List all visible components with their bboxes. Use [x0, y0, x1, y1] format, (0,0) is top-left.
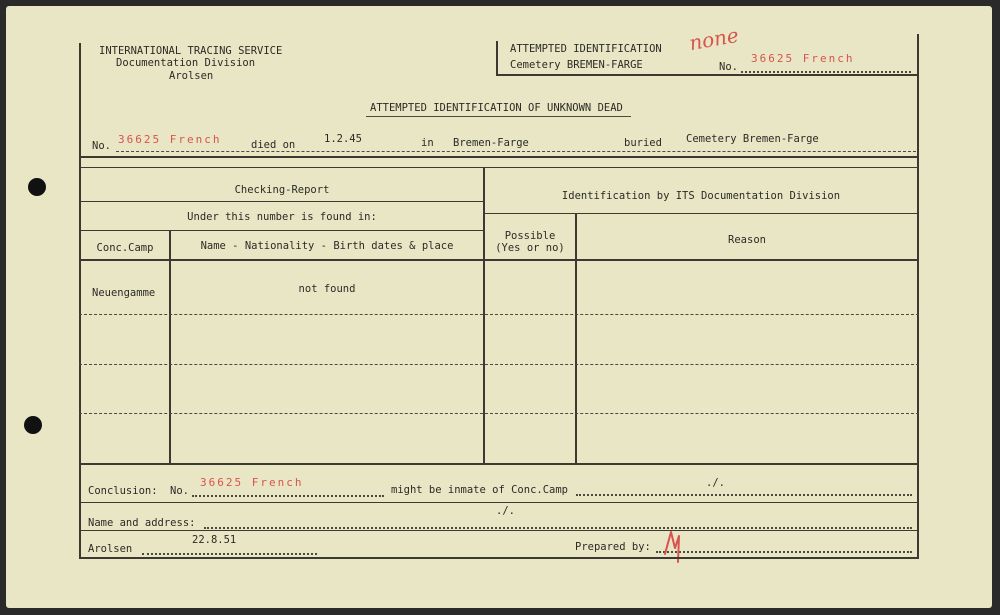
header-no-value: 36625 French — [751, 52, 855, 65]
name-address-dotline — [204, 527, 912, 529]
org-line2: Documentation Division — [116, 57, 256, 69]
checking-subtitle-line — [79, 230, 483, 231]
record-in-label: in — [421, 137, 434, 149]
org-line1: INTERNATIONAL TRACING SERVICE — [99, 45, 283, 57]
conclusion-camp-dotline — [576, 494, 912, 496]
punch-hole-bottom — [24, 416, 42, 434]
name-address-label: Name and address: — [88, 517, 196, 529]
record-no-value: 36625 French — [118, 133, 222, 146]
conclusion-label: Conclusion: — [88, 485, 158, 497]
row1-result: not found — [298, 283, 356, 295]
record-dashline — [116, 151, 916, 152]
identification-title-line — [483, 213, 917, 214]
main-title-underline — [366, 116, 631, 117]
prepared-by-dotline — [656, 551, 912, 553]
table-row-line-1 — [79, 314, 919, 315]
identification-col1-line1: Possible — [504, 230, 556, 242]
main-title: ATTEMPTED IDENTIFICATION OF UNKNOWN DEAD — [370, 102, 623, 114]
footer-date: 22.8.51 — [192, 534, 237, 546]
identification-col2-header: Reason — [728, 234, 766, 246]
cemetery-header: Cemetery BREMEN-FARGE — [510, 59, 643, 71]
org-line3: Arolsen — [169, 70, 214, 82]
footer-bottom-border — [79, 557, 919, 559]
prepared-by-label: Prepared by: — [575, 541, 651, 553]
header-box-bottom-border — [496, 74, 918, 76]
conclusion-no-label: No. — [170, 485, 189, 497]
table-top-border-2 — [79, 167, 919, 168]
record-died-label: died on — [251, 139, 296, 151]
header-box-left-border — [496, 41, 498, 75]
frame-right — [917, 74, 919, 557]
identification-col1-line2: (Yes or no) — [495, 242, 565, 254]
identification-col-divider — [575, 213, 577, 463]
checking-col2-header: Name - Nationality - Birth dates & place — [200, 240, 454, 252]
conclusion-text: might be inmate of Conc.Camp — [391, 484, 569, 496]
record-in-value: Bremen-Farge — [453, 137, 529, 149]
name-address-value: ./. — [496, 505, 515, 517]
conclusion-no-dotline — [192, 495, 384, 497]
row1-camp: Neuengamme — [92, 287, 156, 299]
identification-title: Identification by ITS Documentation Division — [561, 190, 841, 202]
checking-title-line — [79, 201, 483, 202]
footer-place: Arolsen — [88, 543, 133, 555]
frame-left — [79, 43, 81, 557]
conclusion-no-value: 36625 French — [200, 476, 304, 489]
conclusion-line — [79, 502, 919, 503]
checking-col-divider — [169, 230, 171, 463]
handwritten-note: none — [687, 22, 741, 56]
header-no-label: No. — [719, 61, 738, 73]
table-row-line-2 — [79, 364, 919, 365]
checking-col1-header: Conc.Camp — [96, 242, 154, 254]
checking-title: Checking-Report — [234, 184, 330, 196]
record-no-label: No. — [92, 140, 111, 152]
header-box-right-border — [917, 34, 919, 75]
table-center-divider — [483, 167, 485, 463]
record-buried-label: buried — [624, 137, 662, 149]
header-no-dotline — [741, 71, 911, 73]
record-buried-value: Cemetery Bremen-Farge — [686, 133, 819, 145]
table-bottom-border — [79, 463, 919, 465]
punch-hole-top — [28, 178, 46, 196]
checking-subtitle: Under this number is found in: — [187, 211, 377, 223]
document-card — [6, 6, 992, 608]
record-died-value: 1.2.45 — [324, 133, 362, 145]
table-header-bottom — [79, 259, 919, 261]
conclusion-camp-value: ./. — [706, 477, 725, 489]
footer-date-dotline — [142, 553, 317, 555]
form-title: ATTEMPTED IDENTIFICATION — [510, 43, 662, 55]
table-top-border — [79, 156, 919, 158]
table-row-line-3 — [79, 413, 919, 414]
name-address-line — [79, 530, 919, 531]
